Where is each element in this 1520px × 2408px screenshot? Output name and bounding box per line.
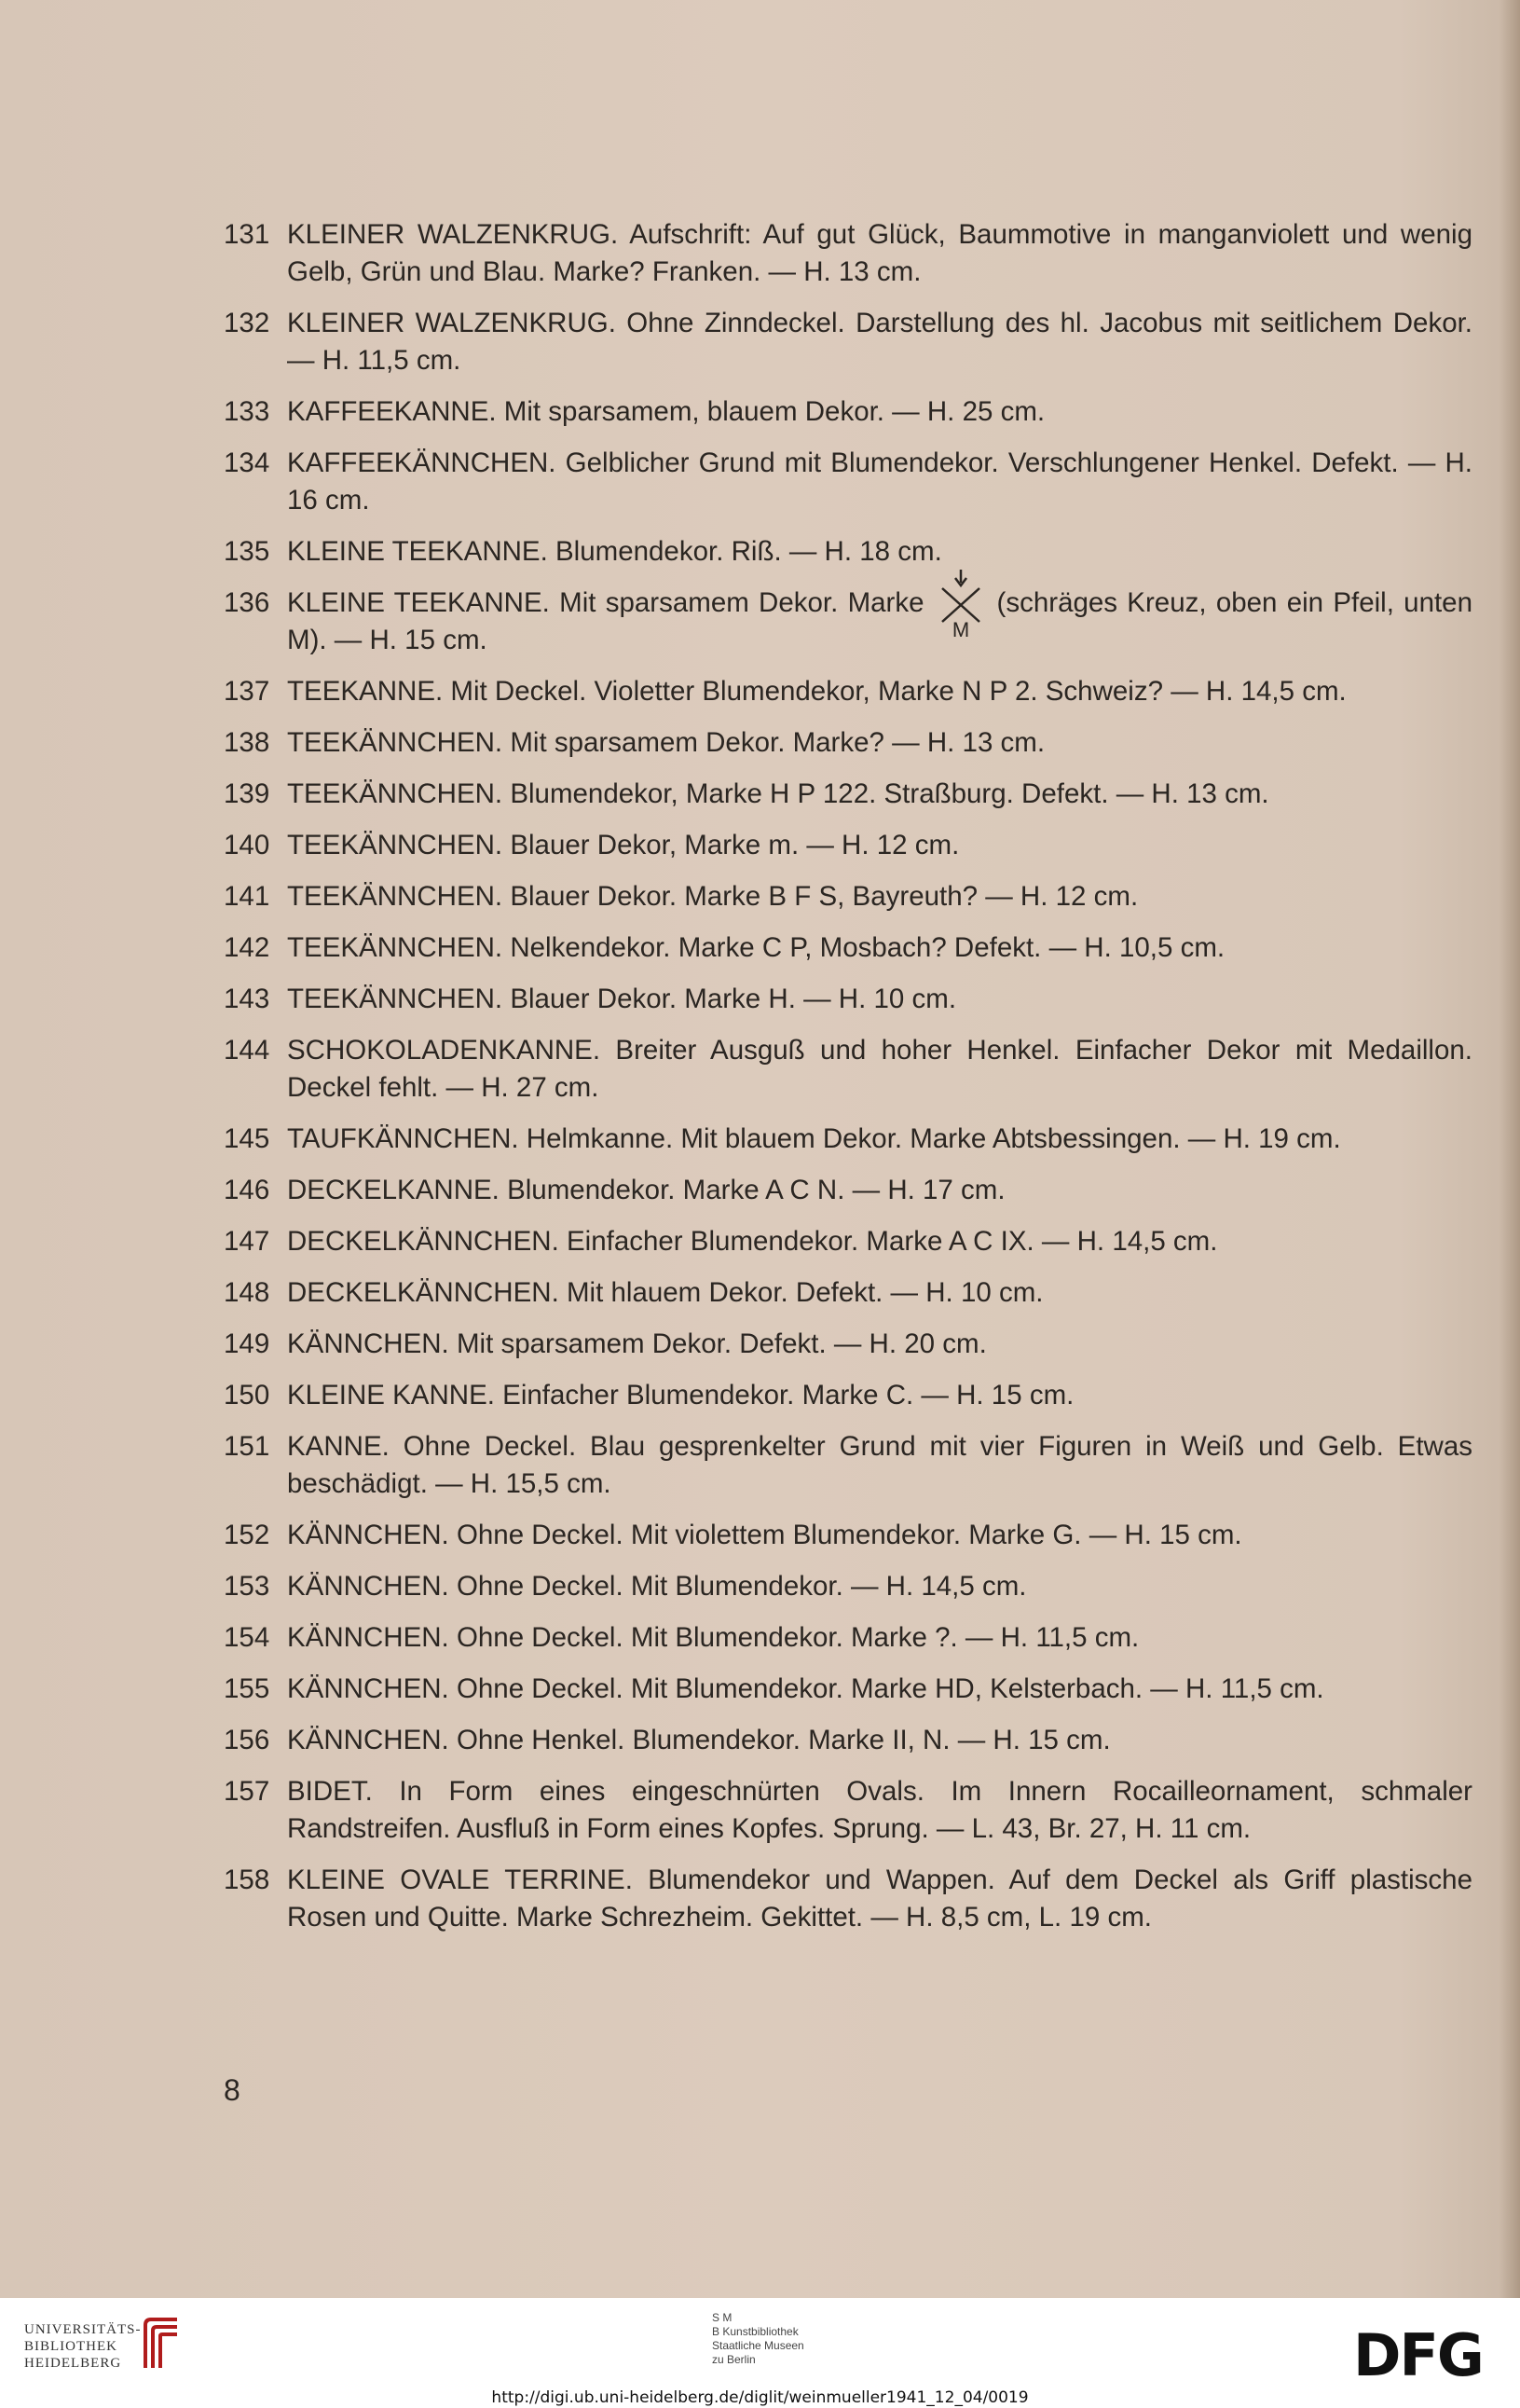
catalog-entry xyxy=(224,827,1472,864)
entry-text: TEEKANNE. Mit Deckel. Violetter Blumendekor, Marke N P 2. Schweiz? — H. 14,5 cm. xyxy=(287,676,1347,707)
university-logo[interactable] xyxy=(24,2321,142,2372)
catalog-entry xyxy=(224,393,1472,431)
catalog-entry xyxy=(224,585,1472,659)
entry-number: 145 xyxy=(224,1123,270,1154)
catalog-entry xyxy=(224,305,1472,379)
entry-number: 156 xyxy=(224,1725,270,1755)
porcelain-mark-letter: M xyxy=(952,618,969,639)
entry-text: KLEINE TEEKANNE. Blumendekor. Riß. — H. 18 cm. xyxy=(287,536,942,567)
entry-number: 157 xyxy=(224,1776,270,1807)
catalog-entry xyxy=(224,1172,1472,1209)
catalog-entry xyxy=(224,445,1472,519)
university-logo-line: UNIVERSITÄTS- xyxy=(24,2322,142,2337)
catalog-entry xyxy=(224,1773,1472,1848)
catalog-entries xyxy=(224,216,1472,1950)
entry-text: TEEKÄNNCHEN. Nelkendekor. Marke C P, Mosbach? Defekt. — H. 10,5 cm. xyxy=(287,932,1226,963)
entry-text: TEEKÄNNCHEN. Mit sparsamem Dekor. Marke? — H. 13 cm. xyxy=(287,727,1046,758)
entry-number: 143 xyxy=(224,984,270,1014)
porcelain-mark-icon xyxy=(934,585,988,639)
entry-text: DECKELKANNE. Blumendekor. Marke A C N. — H. 17 cm. xyxy=(287,1175,1006,1205)
entry-number: 131 xyxy=(224,219,270,250)
entry-text: KAFFEEKÄNNCHEN. Gelblicher Grund mit Blumendekor. Verschlungener Henkel. Defekt. — H. 16 cm. xyxy=(287,447,1472,516)
entry-text: TAUFKÄNNCHEN. Helmkanne. Mit blauem Dekor. Marke Abtsbessingen. — H. 19 cm. xyxy=(287,1123,1341,1154)
catalog-entry xyxy=(224,1377,1472,1414)
entry-number: 146 xyxy=(224,1175,270,1205)
catalog-entry xyxy=(224,981,1472,1018)
catalog-entry xyxy=(224,1568,1472,1605)
library-info-line: B Kunstbibliothek xyxy=(712,2325,799,2338)
library-info-line: Staatliche Museen xyxy=(712,2339,804,2352)
entry-number: 149 xyxy=(224,1328,270,1359)
catalog-entry xyxy=(224,1428,1472,1503)
entry-text: KÄNNCHEN. Ohne Henkel. Blumendekor. Marke II, N. — H. 15 cm. xyxy=(287,1725,1111,1755)
entry-text: KLEINE KANNE. Einfacher Blumendekor. Marke C. — H. 15 cm. xyxy=(287,1380,1075,1410)
entry-text: KLEINER WALZENKRUG. Aufschrift: Auf gut Glück, Baummotive in manganviolett und wenig Gelb, Grün und Blau. Marke? Franken. — H. 13 cm. xyxy=(287,219,1472,287)
catalog-entry xyxy=(224,776,1472,813)
entry-text: KAFFEEKANNE. Mit sparsamem, blauem Dekor. — H. 25 cm. xyxy=(287,396,1046,427)
library-info-line: S M xyxy=(712,2311,733,2324)
entry-text: TEEKÄNNCHEN. Blumendekor, Marke H P 122. Straßburg. Defekt. — H. 13 cm. xyxy=(287,778,1269,809)
entry-text: KLEINER WALZENKRUG. Ohne Zinndeckel. Darstellung des hl. Jacobus mit seitlichem Dekor. — H. 11,5 cm. xyxy=(287,308,1472,376)
catalog-entry xyxy=(224,1671,1472,1708)
entry-text: KÄNNCHEN. Ohne Deckel. Mit violettem Blumendekor. Marke G. — H. 15 cm. xyxy=(287,1520,1242,1550)
catalog-entry xyxy=(224,1722,1472,1759)
entry-number: 158 xyxy=(224,1864,270,1895)
catalog-entry xyxy=(224,1517,1472,1554)
entry-number: 137 xyxy=(224,676,270,707)
entry-text-after-mark: (schräges Kreuz, oben ein Pfeil, unten M). — H. 15 cm. xyxy=(287,587,1472,655)
entry-text xyxy=(287,585,1472,659)
entry-text: SCHOKOLADENKANNE. Breiter Ausguß und hoher Henkel. Einfacher Dekor mit Medaillon. Deckel fehlt. — H. 27 cm. xyxy=(287,1035,1472,1103)
entry-number: 141 xyxy=(224,881,270,912)
entry-text: DECKELKÄNNCHEN. Einfacher Blumendekor. Marke A C IX. — H. 14,5 cm. xyxy=(287,1226,1218,1257)
catalog-entry xyxy=(224,929,1472,967)
page-edge-shadow xyxy=(1499,0,1520,2298)
entry-number: 133 xyxy=(224,396,270,427)
catalog-entry xyxy=(224,1619,1472,1657)
entry-text: TEEKÄNNCHEN. Blauer Dekor. Marke B F S, Bayreuth? — H. 12 cm. xyxy=(287,881,1139,912)
entry-number: 132 xyxy=(224,308,270,338)
entry-number: 140 xyxy=(224,830,270,860)
entry-number: 135 xyxy=(224,536,270,567)
entry-number: 154 xyxy=(224,1622,270,1653)
catalog-entry xyxy=(224,1121,1472,1158)
entry-text: KÄNNCHEN. Ohne Deckel. Mit Blumendekor. — H. 14,5 cm. xyxy=(287,1571,1027,1602)
entry-number: 151 xyxy=(224,1431,270,1462)
entry-text: TEEKÄNNCHEN. Blauer Dekor, Marke m. — H. 12 cm. xyxy=(287,830,960,860)
catalog-entry xyxy=(224,533,1472,571)
entry-text: KANNE. Ohne Deckel. Blau gesprenkelter Grund mit vier Figuren in Weiß und Gelb. Etwas beschädigt. — H. 15,5 cm. xyxy=(287,1431,1472,1499)
university-logo-icon xyxy=(140,2316,181,2374)
catalog-entry xyxy=(224,1274,1472,1312)
entry-text: BIDET. In Form eines eingeschnürten Ovals. Im Innern Rocailleornament, schmaler Randstreifen. Ausfluß in Form eines Kopfes. Sprung. — L. 43, Br. 27, H. 11 cm. xyxy=(287,1776,1472,1844)
catalog-entry xyxy=(224,1223,1472,1260)
entry-number: 147 xyxy=(224,1226,270,1257)
dfg-logo[interactable]: DFG xyxy=(1353,2321,1483,2389)
catalog-entry xyxy=(224,724,1472,762)
entry-text: KLEINE OVALE TERRINE. Blumendekor und Wappen. Auf dem Deckel als Griff plastische Rosen und Quitte. Marke Schrezheim. Gekittet. — H. 8,5 cm, L. 19 cm. xyxy=(287,1864,1472,1933)
library-info xyxy=(712,2311,804,2367)
entry-text: KÄNNCHEN. Mit sparsamem Dekor. Defekt. — H. 20 cm. xyxy=(287,1328,987,1359)
entry-number: 134 xyxy=(224,447,270,478)
catalog-entry xyxy=(224,1326,1472,1363)
catalog-entry xyxy=(224,878,1472,915)
entry-number: 150 xyxy=(224,1380,270,1410)
entry-number: 155 xyxy=(224,1673,270,1704)
entry-number: 148 xyxy=(224,1277,270,1308)
catalog-entry xyxy=(224,216,1472,291)
source-url-link[interactable]: http://digi.ub.uni-heidelberg.de/diglit/weinmueller1941_12_04/0019 xyxy=(491,2388,1029,2407)
entry-number: 152 xyxy=(224,1520,270,1550)
entry-number: 144 xyxy=(224,1035,270,1066)
university-logo-line: BIBLIOTHEK xyxy=(24,2339,117,2354)
entry-text: KÄNNCHEN. Ohne Deckel. Mit Blumendekor. Marke HD, Kelsterbach. — H. 11,5 cm. xyxy=(287,1673,1324,1704)
page-number: 8 xyxy=(224,2073,240,2107)
university-logo-line: HEIDELBERG xyxy=(24,2356,122,2371)
entry-number: 139 xyxy=(224,778,270,809)
entry-number: 136 xyxy=(224,587,270,618)
entry-text: DECKELKÄNNCHEN. Mit hlauem Dekor. Defekt. — H. 10 cm. xyxy=(287,1277,1044,1308)
library-info-line: zu Berlin xyxy=(712,2353,756,2366)
catalog-entry xyxy=(224,673,1472,710)
catalog-entry xyxy=(224,1032,1472,1107)
entry-text-before-mark: KLEINE TEEKANNE. Mit sparsamem Dekor. Marke xyxy=(287,587,924,618)
catalog-entry xyxy=(224,1862,1472,1936)
entry-number: 142 xyxy=(224,932,270,963)
entry-text: KÄNNCHEN. Ohne Deckel. Mit Blumendekor. Marke ?. — H. 11,5 cm. xyxy=(287,1622,1140,1653)
entry-number: 138 xyxy=(224,727,270,758)
entry-number: 153 xyxy=(224,1571,270,1602)
entry-text: TEEKÄNNCHEN. Blauer Dekor. Marke H. — H. 10 cm. xyxy=(287,984,957,1014)
